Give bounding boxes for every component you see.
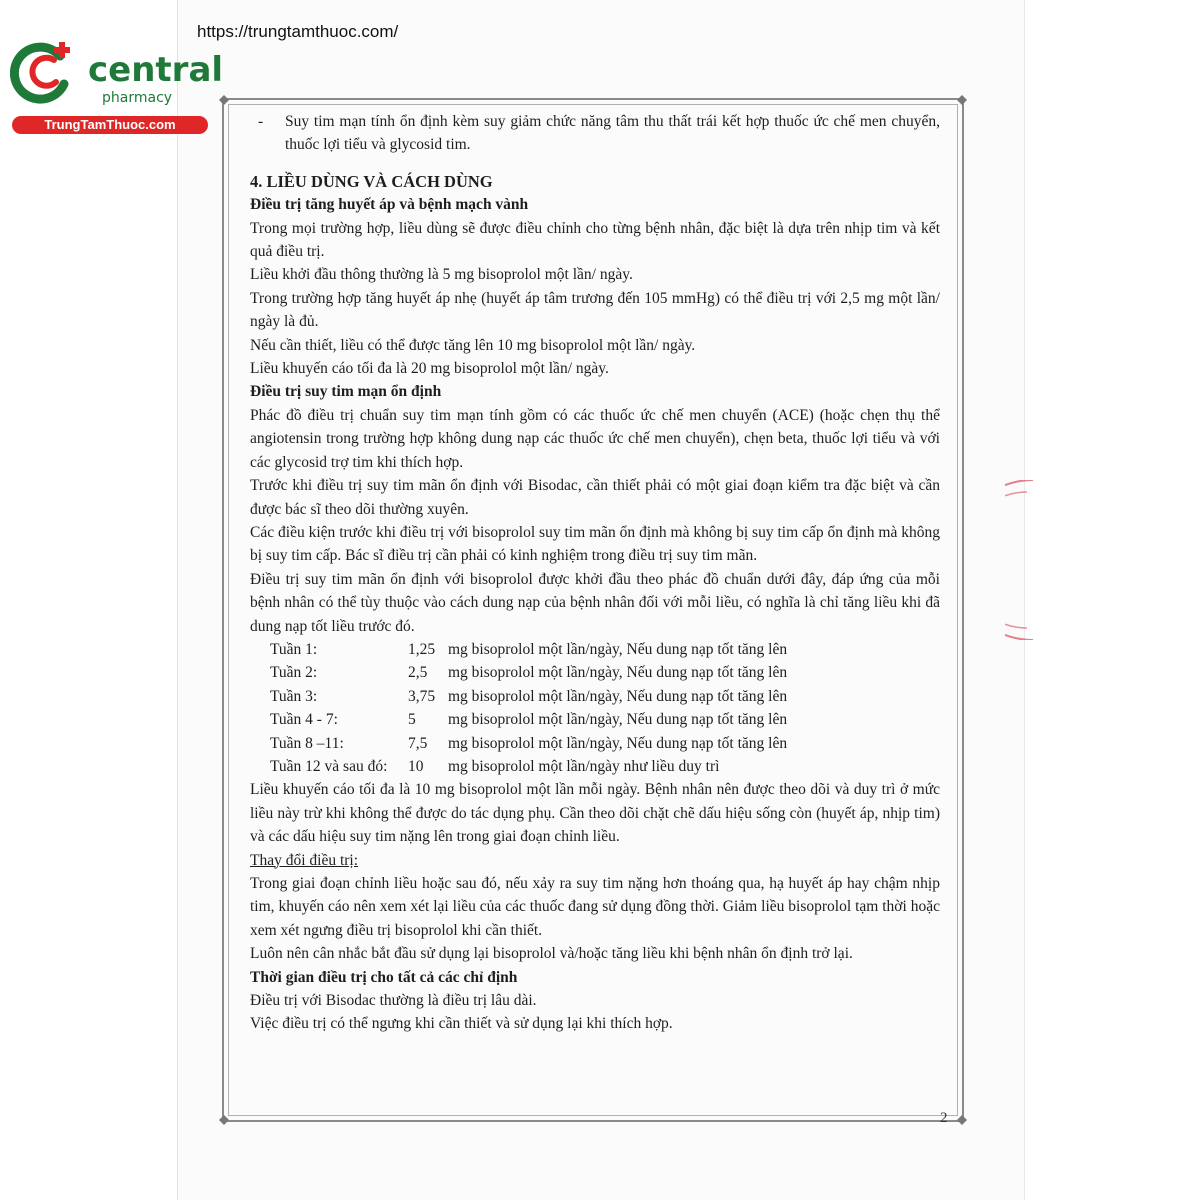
paragraph: Việc điều trị có thể ngưng khi cần thiết và sử dụng lại khi thích hợp. xyxy=(250,1015,673,1033)
bullet-dash: - xyxy=(258,113,264,130)
schedule-dose: 3,75 xyxy=(408,687,436,705)
section-title: 4. LIỀU DÙNG VÀ CÁCH DÙNG xyxy=(250,171,493,191)
schedule-dose: 5 xyxy=(408,711,416,729)
page-number: 2 xyxy=(940,1110,948,1126)
subheading-heart-failure: Điều trị suy tim mạn ổn định xyxy=(250,383,442,401)
paragraph: Liều khuyến cáo tối đa là 10 mg bisoprolol một lần mỗi ngày. Bệnh nhân nên được theo dõi và duy trì ở mức liều này trừ khi không thể được do tác dụng phụ. Cần theo dõi chặt chẽ dấu hiệu sống còn (huyết áp, nhịp tim) và các dấu hiệu suy tim nặng lên trong giai đoạn chỉnh liều. xyxy=(250,781,940,846)
schedule-dose: 10 xyxy=(408,757,424,775)
subheading-hypertension: Điều trị tăng huyết áp và bệnh mạch vành xyxy=(250,196,529,214)
schedule-week: Tuần 12 và sau đó: xyxy=(270,757,388,775)
schedule-row xyxy=(250,638,940,661)
paragraph: Điều trị suy tim mãn ổn định với bisoprolol được khởi đầu theo phác đồ chuẩn dưới đây, đáp ứng của mỗi bệnh nhân có thể tùy thuộc vào cách dung nạp của bệnh nhân đối với mỗi liều, có nghĩa là chỉ tăng liều khi đã dung nạp tốt liều trước đó. xyxy=(250,570,940,635)
paragraph: Liều khởi đầu thông thường là 5 mg bisoprolol một lần/ ngày. xyxy=(250,266,633,284)
document-body xyxy=(250,110,940,1036)
paragraph: Liều khuyến cáo tối đa là 20 mg bisoprolol một lần/ ngày. xyxy=(250,360,609,378)
paragraph: Trước khi điều trị suy tim mãn ổn định với Bisodac, cần thiết phải có một giai đoạn kiểm tra đặc biệt và cần được bác sĩ theo dõi thường xuyên. xyxy=(250,477,940,518)
paragraph: Phác đồ điều trị chuẩn suy tim mạn tính gồm có các thuốc ức chế men chuyển (ACE) (hoặc chẹn thụ thể angiotensin trong trường hợp không dung nạp các thuốc ức chế men chuyển), chẹn beta, thuốc lợi tiểu và với các glycosid trợ tim khi thích hợp. xyxy=(250,406,940,471)
dosing-schedule xyxy=(250,638,940,778)
schedule-row xyxy=(250,708,940,731)
corner-ornament-icon xyxy=(957,1115,967,1125)
subheading-treatment-change: Thay đổi điều trị: xyxy=(250,851,359,869)
central-pharmacy-logo xyxy=(10,38,224,138)
schedule-dose: 2,5 xyxy=(408,664,428,682)
schedule-row xyxy=(250,661,940,684)
schedule-row xyxy=(250,755,940,778)
subheading-duration: Thời gian điều trị cho tất cả các chỉ định xyxy=(250,968,518,986)
paragraph: Trong trường hợp tăng huyết áp nhẹ (huyết áp tâm trương đến 105 mmHg) có thể điều trị với 2,5 mg một lần/ ngày là đủ. xyxy=(250,289,940,331)
source-url[interactable]: https://trungtamthuoc.com/ xyxy=(197,22,399,41)
paragraph: Các điều kiện trước khi điều trị với bisoprolol suy tim mãn ổn định mà không bị suy tim cấp ổn định mà không bị suy tim cấp. Bác sĩ điều trị cần phải có kinh nghiệm trong điều trị suy tim mãn. xyxy=(250,523,940,565)
schedule-row xyxy=(250,732,940,755)
paragraph: Điều trị với Bisodac thường là điều trị lâu dài. xyxy=(250,992,537,1010)
indication-bullet: - Suy tim mạn tính ổn định kèm suy giảm chức năng tâm thu thất trái kết hợp thuốc ức chế men chuyển, thuốc lợi tiểu và glycosid tim. xyxy=(250,110,940,157)
pharmacy-cross-icon xyxy=(10,38,76,104)
schedule-text: mg bisoprolol một lần/ngày, Nếu dung nạp tốt tăng lên xyxy=(448,711,788,729)
paragraph: Luôn nên cân nhắc bắt đầu sử dụng lại bisoprolol và/hoặc tăng liều khi bệnh nhân ổn định trở lại. xyxy=(250,945,853,963)
schedule-week: Tuần 8 –11: xyxy=(270,734,344,752)
schedule-dose: 1,25 xyxy=(408,640,436,658)
schedule-week: Tuần 2: xyxy=(270,664,318,682)
schedule-week: Tuần 1: xyxy=(270,640,318,658)
schedule-text: mg bisoprolol một lần/ngày như liều duy trì xyxy=(448,757,720,775)
logo-subtitle: pharmacy xyxy=(102,90,173,106)
corner-ornament-icon xyxy=(219,1115,229,1125)
schedule-text: mg bisoprolol một lần/ngày, Nếu dung nạp tốt tăng lên xyxy=(448,687,788,705)
paragraph: Nếu cần thiết, liều có thể được tăng lên 10 mg bisoprolol một lần/ ngày. xyxy=(250,336,696,354)
schedule-text: mg bisoprolol một lần/ngày, Nếu dung nạp tốt tăng lên xyxy=(448,664,788,682)
schedule-week: Tuần 3: xyxy=(270,687,318,705)
logo-site-banner: TrungTamThuoc.com xyxy=(12,116,208,134)
schedule-dose: 7,5 xyxy=(408,734,428,752)
corner-ornament-icon xyxy=(219,95,229,105)
schedule-text: mg bisoprolol một lần/ngày, Nếu dung nạp tốt tăng lên xyxy=(448,640,788,658)
schedule-row xyxy=(250,685,940,708)
corner-ornament-icon xyxy=(957,95,967,105)
logo-brand: central xyxy=(88,50,224,90)
paragraph: Trong mọi trường hợp, liều dùng sẽ được điều chỉnh cho từng bệnh nhân, đặc biệt là dựa trên nhịp tim và kết quả điều trị. xyxy=(250,219,940,261)
schedule-text: mg bisoprolol một lần/ngày, Nếu dung nạp tốt tăng lên xyxy=(448,734,788,752)
red-stamp-fragment-icon xyxy=(1005,480,1035,640)
schedule-week: Tuần 4 - 7: xyxy=(270,711,338,729)
paragraph: Trong giai đoạn chỉnh liều hoặc sau đó, nếu xảy ra suy tim nặng hơn thoáng qua, hạ huyết áp hay chậm nhịp tim, khuyến cáo nên xem xét lại liều của các thuốc đang sử dụng đồng thời. Giảm liều bisoprolol tạm thời hoặc xem xét ngưng điều trị bisoprolol khi cần thiết. xyxy=(250,875,940,939)
